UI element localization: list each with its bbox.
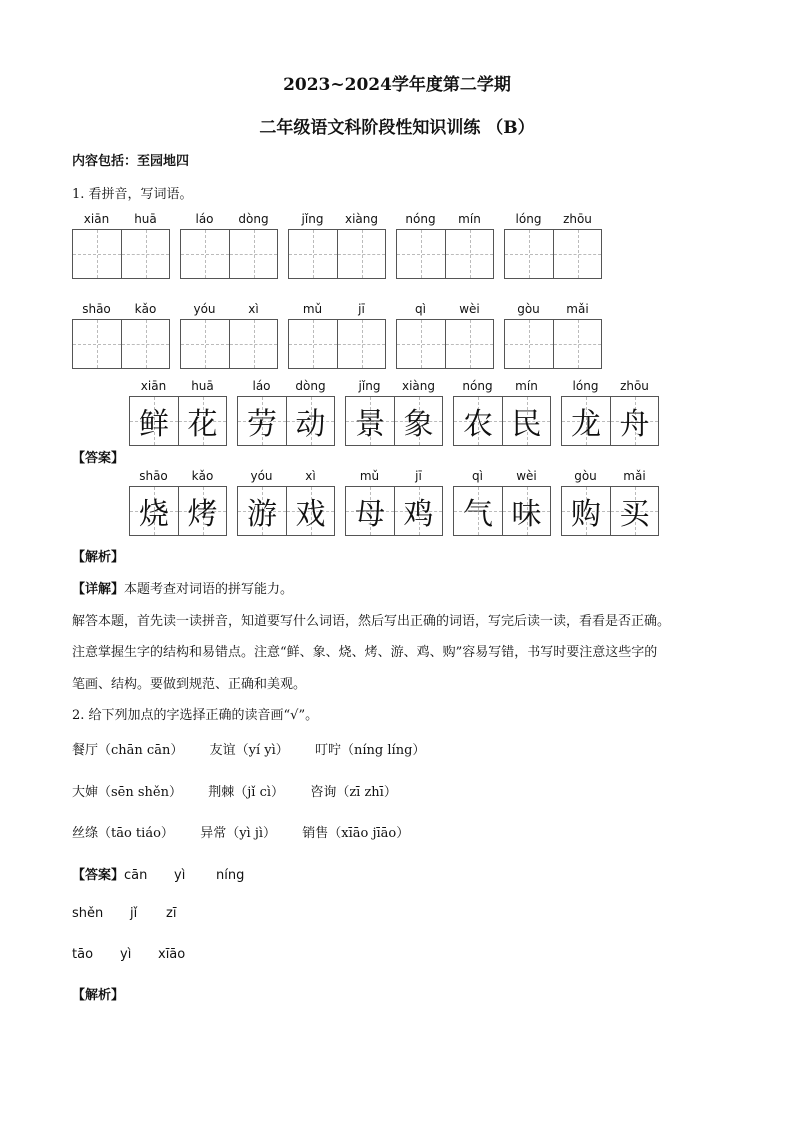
tianzige-cell[interactable] (289, 320, 337, 368)
tianzige-cell-filled (346, 487, 394, 535)
tianzige-cell[interactable] (505, 320, 553, 368)
pinyin-label: mǎi (566, 302, 589, 316)
writing-grid[interactable] (72, 319, 170, 369)
pinyin-label: nóng (405, 212, 436, 226)
pinyin-label: xiān (140, 379, 167, 393)
tianzige-cell[interactable] (73, 230, 121, 278)
tianzige-cell[interactable] (121, 230, 169, 278)
answer-character: 龙 (571, 407, 601, 442)
q2-line-3 (72, 822, 409, 841)
writing-grid[interactable] (396, 319, 494, 369)
detail-tag: 【详解】 (72, 582, 125, 597)
writing-grid[interactable] (180, 319, 278, 369)
tianzige-cell-filled (502, 487, 550, 535)
q2-answer-line-3 (72, 947, 185, 962)
pinyin-label: huā (191, 379, 214, 393)
answer-character: 花 (187, 407, 218, 442)
answer-pinyin: jǐ (130, 906, 138, 921)
tianzige-cell[interactable] (445, 320, 493, 368)
answer-character: 母 (355, 497, 385, 532)
pinyin-label: huā (134, 212, 157, 226)
tianzige-cell-filled (394, 397, 442, 445)
tianzige-cell[interactable] (229, 320, 277, 368)
pinyin-label: jǐng (301, 212, 324, 226)
pinyin-label: mín (515, 379, 538, 393)
pinyin-label: yóu (250, 469, 273, 483)
answer-character: 民 (511, 407, 542, 442)
pinyin-label: zhōu (563, 212, 592, 226)
answer-character: 味 (511, 497, 542, 532)
answer-word-grid (237, 396, 335, 446)
answer-pinyin: níng (216, 868, 245, 883)
tianzige-cell-filled (610, 487, 658, 535)
pinyin-label: mǎi (623, 469, 646, 483)
pinyin-label: jī (415, 469, 422, 483)
q2-answer-line-1 (72, 864, 244, 883)
tianzige-cell[interactable] (337, 230, 385, 278)
tianzige-cell-filled (346, 397, 394, 445)
pinyin-label: gòu (574, 469, 597, 483)
tianzige-cell[interactable] (445, 230, 493, 278)
tianzige-cell[interactable] (505, 230, 553, 278)
answer-word-grid (129, 396, 227, 446)
pinyin-label: xiàng (401, 379, 435, 393)
detail-line (72, 578, 293, 597)
tianzige-cell-filled (502, 397, 550, 445)
content-scope: 内容包括：至园地四 (72, 154, 190, 169)
answer-character: 舟 (619, 407, 650, 442)
pinyin-label: lóng (572, 379, 599, 393)
answer-character: 烤 (187, 497, 218, 532)
explanation-paragraph-3: 笔画、结构。要做到规范、正确和美观。 (72, 677, 307, 692)
pinyin-label: qì (415, 302, 426, 316)
pinyin-label: xì (305, 469, 316, 483)
answer-character: 景 (355, 407, 385, 442)
tianzige-cell-filled (238, 487, 286, 535)
pinyin-label: shāo (139, 469, 168, 483)
tianzige-cell[interactable] (553, 230, 601, 278)
pinyin-label: kǎo (134, 302, 157, 316)
pinyin-label: jī (358, 302, 365, 316)
answer-pinyin: cān (124, 868, 148, 883)
detail-text: 本题考查对词语的拼写能力。 (124, 582, 294, 597)
pinyin-label: jǐng (358, 379, 381, 393)
tianzige-cell[interactable] (181, 230, 229, 278)
tianzige-cell-filled (178, 487, 226, 535)
pinyin-label: nóng (462, 379, 493, 393)
pinyin-label: yóu (193, 302, 216, 316)
tianzige-cell-filled (130, 397, 178, 445)
answer-character: 劳 (247, 407, 277, 442)
writing-grid[interactable] (180, 229, 278, 279)
q2-item: 友谊（yí yì） (209, 743, 289, 758)
answer-tag: 【答案】 (72, 451, 125, 466)
q2-item: 荆棘（jǐ cì） (208, 785, 285, 800)
tianzige-cell[interactable] (337, 320, 385, 368)
writing-grid[interactable] (504, 319, 602, 369)
explanation-paragraph-2: 注意掌握生字的结构和易错点。注意“鲜、象、烧、烤、游、鸡、购”容易写错，书写时要注意这些字的 (72, 645, 658, 660)
answer-word-grid (453, 486, 551, 536)
pinyin-label: lóng (515, 212, 542, 226)
question-1-prompt: 1. 看拼音，写词语。 (72, 187, 193, 202)
answer-pinyin: shěn (72, 906, 104, 921)
q2-item: 餐厅（chān cān） (72, 743, 184, 758)
answer-character: 买 (619, 497, 650, 532)
pinyin-label: shāo (82, 302, 111, 316)
tianzige-cell[interactable] (121, 320, 169, 368)
answer-word-grid (237, 486, 335, 536)
pinyin-label: xiàng (344, 212, 378, 226)
q2-line-2 (72, 781, 397, 800)
answer-character: 气 (463, 497, 493, 532)
tianzige-cell-filled (178, 397, 226, 445)
tianzige-cell-filled (610, 397, 658, 445)
explanation-paragraph-1: 解答本题，首先读一读拼音，知道要写什么词语，然后写出正确的词语，写完后读一读，看看是否正确。 (72, 614, 671, 629)
answer-word-grid (453, 396, 551, 446)
q2-item: 大婶（sēn shěn） (72, 785, 182, 800)
pinyin-label: qì (472, 469, 483, 483)
tianzige-cell[interactable] (397, 230, 445, 278)
answer-character: 象 (403, 407, 434, 442)
pinyin-label: kǎo (191, 469, 214, 483)
tianzige-cell-filled (562, 397, 610, 445)
q2-item: 叮咛（níng líng） (315, 743, 426, 758)
answer-character: 农 (463, 407, 493, 442)
answer-character: 鸡 (403, 497, 434, 532)
pinyin-label: zhōu (620, 379, 649, 393)
tianzige-cell[interactable] (397, 320, 445, 368)
answer-character: 戏 (295, 497, 326, 532)
writing-grid[interactable] (396, 229, 494, 279)
tianzige-cell-filled (562, 487, 610, 535)
pinyin-label: dòng (295, 379, 326, 393)
answer-character: 动 (295, 407, 326, 442)
tianzige-cell-filled (454, 397, 502, 445)
tianzige-cell-filled (394, 487, 442, 535)
pinyin-label: mǔ (302, 302, 323, 316)
pinyin-label: láo (252, 379, 271, 393)
q2-item: 销售（xīāo jīāo） (302, 826, 410, 841)
tianzige-cell-filled (286, 397, 334, 445)
pinyin-label: wèi (459, 302, 480, 316)
pinyin-label: mín (458, 212, 481, 226)
q2-item: 咨询（zī zhī） (310, 785, 397, 800)
writing-grid[interactable] (288, 229, 386, 279)
answer-word-grid (345, 486, 443, 536)
writing-grid[interactable] (72, 229, 170, 279)
answer-character: 购 (571, 497, 601, 532)
question-2-prompt: 2. 给下列加点的字选择正确的读音画“√”。 (72, 708, 319, 723)
writing-grid[interactable] (504, 229, 602, 279)
pinyin-label: mǔ (359, 469, 380, 483)
tianzige-cell-filled (238, 397, 286, 445)
answer-word-grid (345, 396, 443, 446)
pinyin-label: wèi (516, 469, 537, 483)
analysis-tag: 【解析】 (72, 988, 125, 1003)
answer-word-grid (561, 396, 659, 446)
pinyin-label: láo (195, 212, 214, 226)
tianzige-cell[interactable] (553, 320, 601, 368)
answer-tag: 【答案】 (72, 868, 125, 883)
q2-item: 异常（yì jì） (200, 826, 277, 841)
answer-pinyin: xīāo (158, 947, 186, 962)
analysis-tag: 【解析】 (72, 550, 125, 565)
pinyin-label: xiān (83, 212, 110, 226)
answer-character: 烧 (139, 497, 169, 532)
answer-pinyin: yì (174, 868, 186, 883)
answer-character: 游 (247, 497, 277, 532)
answer-pinyin: yì (120, 947, 132, 962)
answer-pinyin: zī (166, 906, 177, 921)
pinyin-label: dòng (238, 212, 269, 226)
tianzige-cell[interactable] (229, 230, 277, 278)
answer-word-grid (129, 486, 227, 536)
pinyin-label: gòu (517, 302, 540, 316)
answer-pinyin: tāo (72, 947, 94, 962)
writing-grid[interactable] (288, 319, 386, 369)
answer-character: 鲜 (139, 407, 169, 442)
tianzige-cell[interactable] (289, 230, 337, 278)
tianzige-cell-filled (130, 487, 178, 535)
q2-line-1 (72, 739, 425, 758)
pinyin-label: xì (248, 302, 259, 316)
q2-item: 丝绦（tāo tiáo） (72, 826, 174, 841)
page-title: 2023~2024学年度第二学期 (283, 75, 511, 95)
answer-word-grid (561, 486, 659, 536)
page-subtitle: 二年级语文科阶段性知识训练 （B） (259, 118, 535, 138)
tianzige-cell-filled (454, 487, 502, 535)
tianzige-cell[interactable] (73, 320, 121, 368)
tianzige-cell-filled (286, 487, 334, 535)
q2-answer-line-2 (72, 906, 176, 921)
tianzige-cell[interactable] (181, 320, 229, 368)
